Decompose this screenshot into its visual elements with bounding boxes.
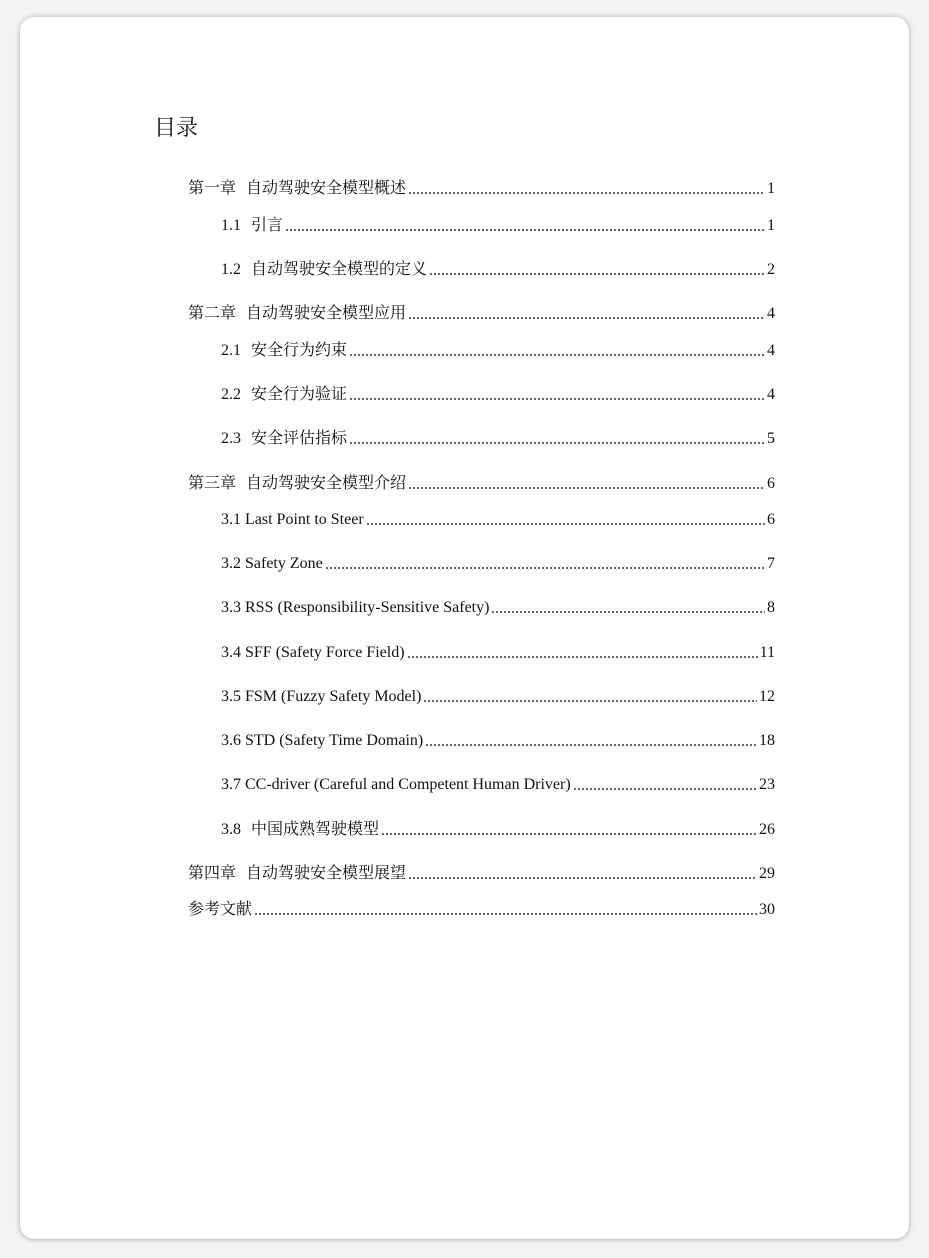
- toc-entry-number: 3.6: [221, 732, 241, 749]
- dot-leader: [254, 913, 757, 915]
- toc-entry-label: CC-driver (Careful and Competent Human Driver): [245, 776, 571, 793]
- toc-entry-chapter-2[interactable]: [188, 303, 775, 325]
- toc-entry-page: 5: [767, 430, 775, 447]
- toc-entry-label: 安全评估指标: [251, 430, 348, 447]
- dot-leader: [491, 611, 765, 613]
- toc-entry-page: 4: [767, 342, 775, 359]
- toc-entry-page: 4: [767, 386, 775, 403]
- toc-entry-label: 中国成熟驾驶模型: [251, 821, 380, 838]
- toc-entry-page: 29: [759, 865, 775, 882]
- toc-entry-number: 3.7: [221, 776, 241, 793]
- toc-entry-1-2[interactable]: [221, 259, 775, 281]
- toc-entry-number: 第一章: [188, 180, 237, 197]
- toc-entry-page: 6: [767, 475, 775, 492]
- toc-entry-label: 自动驾驶安全模型的定义: [251, 261, 428, 278]
- dot-leader: [425, 744, 757, 746]
- toc-entry-number: 3.2: [221, 555, 241, 572]
- toc-entry-1-1[interactable]: [221, 215, 775, 237]
- toc-entry-number: 2.2: [221, 386, 241, 403]
- toc-entry-page: 2: [767, 261, 775, 278]
- dot-leader: [366, 523, 765, 525]
- toc-entry-label: 自动驾驶安全模型介绍: [246, 475, 407, 492]
- toc-entry-label: 自动驾驶安全模型展望: [246, 865, 407, 882]
- toc-entry-page: 1: [767, 217, 775, 234]
- toc-entry-number: 3.4: [221, 644, 241, 661]
- toc-entry-3-2[interactable]: [221, 553, 775, 575]
- toc-entry-page: 4: [767, 305, 775, 322]
- toc-entry-3-6[interactable]: [221, 730, 775, 752]
- toc-entry-label: Safety Zone: [245, 555, 323, 572]
- toc-entry-page: 18: [759, 732, 775, 749]
- toc-entry-label: STD (Safety Time Domain): [245, 732, 424, 749]
- dot-leader: [349, 398, 765, 400]
- toc-entry-label: 参考文献: [188, 901, 253, 918]
- toc-title: 目录: [154, 116, 199, 141]
- toc-entry-3-5[interactable]: [221, 686, 775, 708]
- dot-leader: [408, 487, 765, 489]
- dot-leader: [349, 442, 765, 444]
- toc-entry-page: 23: [759, 776, 775, 793]
- toc-entry-number: 3.5: [221, 688, 241, 705]
- dot-leader: [408, 877, 757, 879]
- toc-entry-number: 3.8: [221, 821, 241, 838]
- toc-entry-chapter-3[interactable]: [188, 473, 775, 495]
- toc-entry-label: Last Point to Steer: [245, 511, 364, 528]
- dot-leader: [325, 567, 765, 569]
- toc-entry-page: 26: [759, 821, 775, 838]
- toc-entry-label: SFF (Safety Force Field): [245, 644, 405, 661]
- toc-entry-references[interactable]: [188, 899, 775, 921]
- toc-entry-label: RSS (Responsibility-Sensitive Safety): [245, 599, 490, 616]
- dot-leader: [408, 192, 765, 194]
- toc-entry-number: 第四章: [188, 865, 237, 882]
- toc-entry-3-1[interactable]: [221, 509, 775, 531]
- toc-entry-number: 3.1: [221, 511, 241, 528]
- toc-entry-3-7[interactable]: [221, 774, 775, 796]
- toc-entry-chapter-1[interactable]: [188, 178, 775, 200]
- dot-leader: [408, 317, 765, 319]
- toc-entry-page: 12: [759, 688, 775, 705]
- dot-leader: [285, 229, 765, 231]
- toc-entry-page: 30: [759, 901, 775, 918]
- toc-entry-label: 安全行为验证: [251, 386, 348, 403]
- dot-leader: [407, 656, 758, 658]
- toc-entry-page: 11: [759, 644, 775, 661]
- dot-leader: [423, 700, 757, 702]
- toc-entry-number: 3.3: [221, 599, 241, 616]
- toc-entry-number: 2.3: [221, 430, 241, 447]
- dot-leader: [381, 833, 757, 835]
- toc-entry-2-3[interactable]: [221, 428, 775, 450]
- toc-entry-page: 1: [767, 180, 775, 197]
- toc-entry-label: 引言: [251, 217, 284, 234]
- toc-entry-chapter-4[interactable]: [188, 863, 775, 885]
- dot-leader: [573, 788, 757, 790]
- dot-leader: [349, 354, 765, 356]
- toc-entry-number: 第二章: [188, 305, 237, 322]
- toc-entry-label: 安全行为约束: [251, 342, 348, 359]
- toc-entry-page: 8: [767, 599, 775, 616]
- toc-entry-2-1[interactable]: [221, 340, 775, 362]
- toc-entry-label: FSM (Fuzzy Safety Model): [245, 688, 422, 705]
- dot-leader: [429, 273, 765, 275]
- toc-entry-page: 6: [767, 511, 775, 528]
- toc-entry-2-2[interactable]: [221, 384, 775, 406]
- toc-entry-label: 自动驾驶安全模型应用: [246, 305, 407, 322]
- document-page: [20, 17, 909, 1239]
- toc-entry-label: 自动驾驶安全模型概述: [246, 180, 407, 197]
- toc-entry-3-8[interactable]: [221, 819, 775, 841]
- toc-entry-number: 1.2: [221, 261, 241, 278]
- toc-entry-page: 7: [767, 555, 775, 572]
- toc-entry-3-4[interactable]: [221, 642, 775, 664]
- toc-entry-number: 1.1: [221, 217, 241, 234]
- toc-entry-number: 第三章: [188, 475, 237, 492]
- toc-entry-number: 2.1: [221, 342, 241, 359]
- toc-entry-3-3[interactable]: [221, 597, 775, 619]
